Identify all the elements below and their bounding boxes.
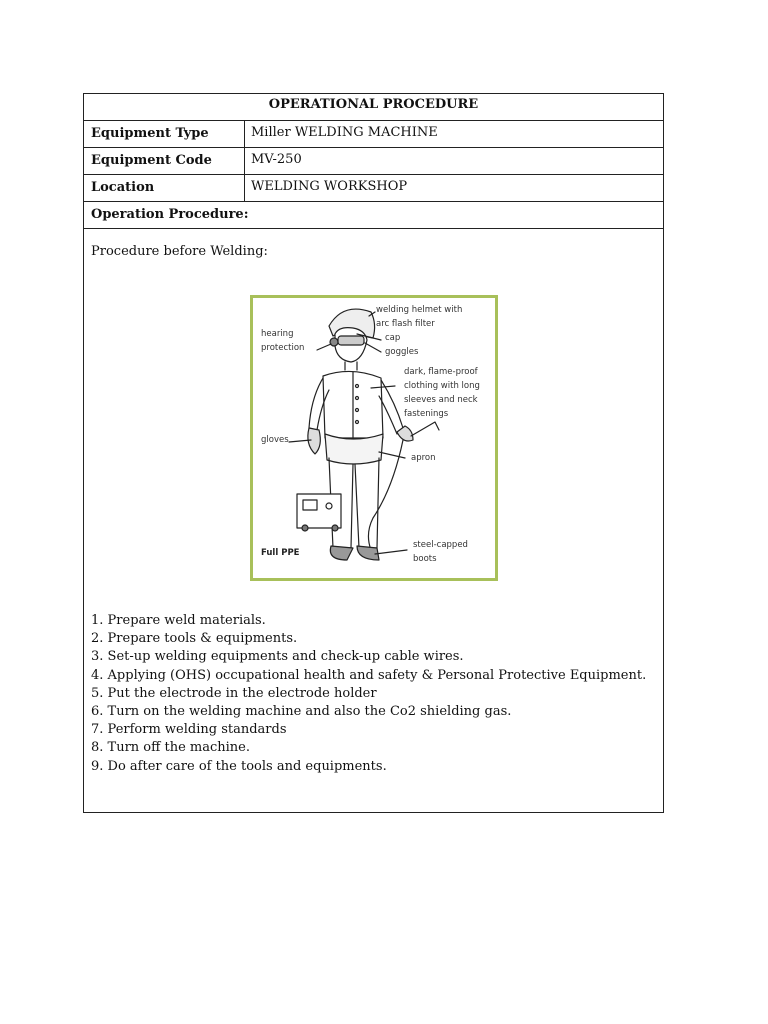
list-item: 1. Prepare weld materials.	[91, 613, 266, 628]
label-boots: steel-capped boots	[413, 540, 468, 564]
location-row	[84, 175, 663, 202]
location-value: WELDING WORKSHOP	[251, 179, 408, 194]
cell-divider	[244, 148, 245, 174]
label-goggles: goggles	[385, 347, 419, 357]
operation-procedure-label: Operation Procedure:	[91, 207, 249, 222]
list-item: 8. Turn off the machine.	[91, 740, 251, 756]
equipment-code-label: Equipment Code	[91, 153, 212, 168]
figure-caption: Full PPE	[261, 548, 300, 558]
equipment-type-row	[84, 121, 663, 148]
procedure-steps	[91, 612, 657, 776]
list-item: 3. Set-up welding equipments and check-up cable wires.	[91, 649, 464, 665]
label-hearing-protection: hearing protection	[261, 329, 305, 353]
list-item: 7. Perform welding standards	[91, 722, 287, 738]
equipment-code-row	[84, 148, 663, 175]
equipment-type-value: Miller WELDING MACHINE	[251, 125, 438, 140]
equipment-type-label: Equipment Type	[91, 126, 209, 141]
label-apron: apron	[411, 453, 436, 463]
procedure-table	[83, 93, 664, 813]
equipment-code-value: MV-250	[251, 152, 302, 167]
label-helmet: welding helmet with arc flash filter	[376, 305, 463, 329]
title-row	[84, 94, 663, 121]
before-welding-heading: Procedure before Welding:	[91, 244, 268, 259]
cell-divider	[244, 175, 245, 201]
list-item: 6. Turn on the welding machine and also the Co2 shielding gas.	[91, 704, 512, 720]
label-cap: cap	[385, 333, 401, 343]
list-item: 9. Do after care of the tools and equipments.	[91, 758, 387, 774]
label-gloves: gloves	[261, 435, 289, 445]
list-item: 4. Applying (OHS) occupational health and safety & Personal Protective Equipment.	[91, 667, 647, 683]
list-item: 2. Prepare tools & equipments.	[91, 631, 298, 647]
label-clothing: dark, flame-proof clothing with long sleeves and neck fastenings	[404, 367, 480, 419]
page-title: OPERATIONAL PROCEDURE	[268, 97, 479, 112]
operation-procedure-row	[84, 202, 663, 229]
cell-divider	[244, 121, 245, 147]
list-item: 5. Put the electrode in the electrode holder	[91, 685, 377, 701]
ppe-figure	[250, 295, 498, 581]
location-label: Location	[91, 180, 155, 195]
